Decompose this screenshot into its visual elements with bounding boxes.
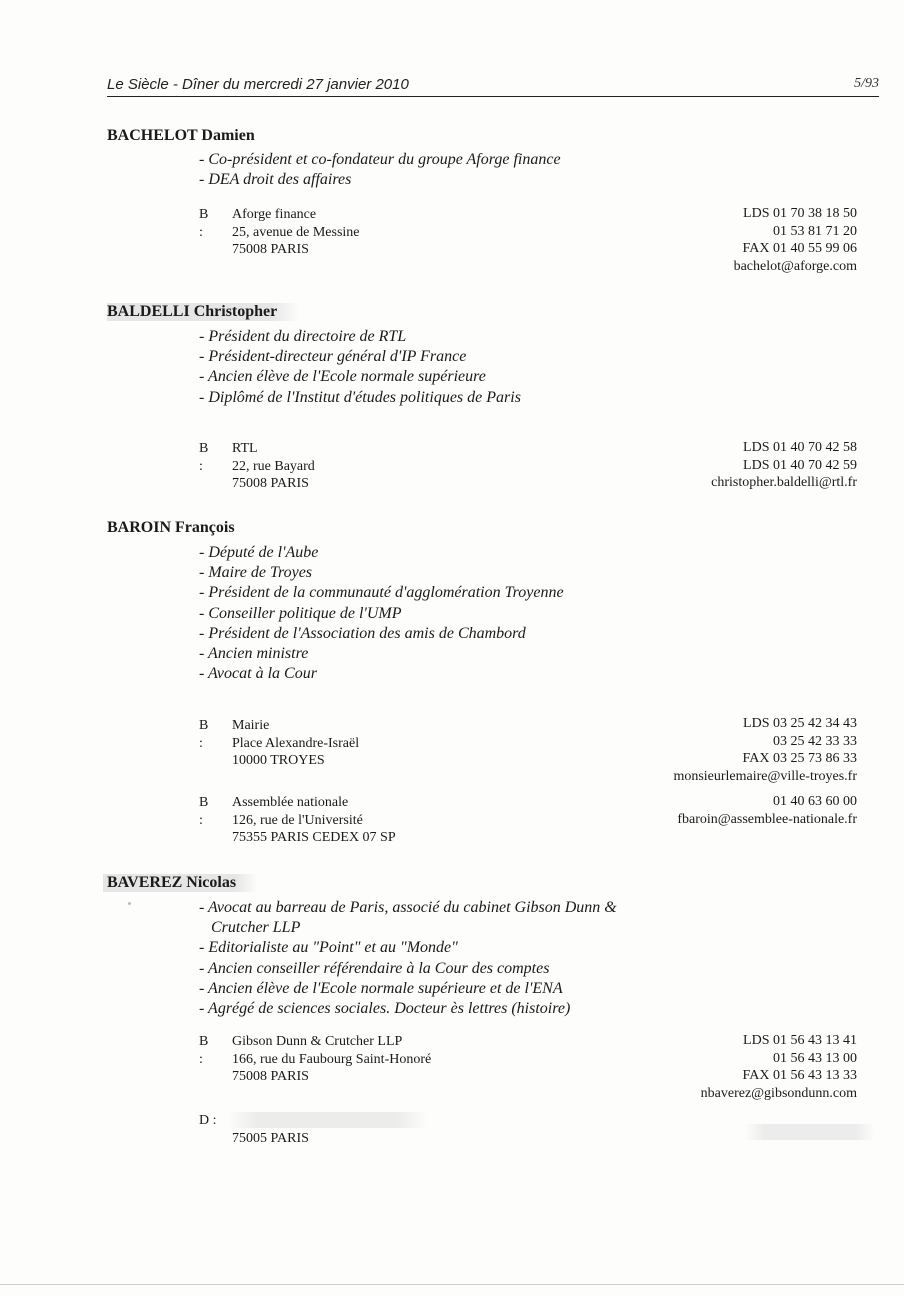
- role-line: - Ancien élève de l'Ecole normale supérieure et de l'ENA: [199, 979, 563, 997]
- address-line: 10000 TROYES: [232, 753, 325, 768]
- address-line: Mairie: [232, 718, 270, 733]
- address-line: 22, rue Bayard: [232, 458, 315, 474]
- email-line: fbaroin@assemblee-nationale.fr: [677, 811, 857, 827]
- entry-roles: [199, 327, 521, 408]
- role-line: - Ancien conseiller référendaire à la Cour des comptes: [199, 959, 550, 977]
- address-tag: B :: [199, 1034, 209, 1067]
- phone-line: LDS 01 56 43 13 41: [743, 1033, 857, 1048]
- contact-block: [673, 715, 857, 785]
- role-line: - Président du directoire de RTL: [199, 328, 407, 345]
- address-line: Gibson Dunn & Crutcher LLP: [232, 1034, 403, 1049]
- role-line: - Président-directeur général d'IP France: [199, 348, 467, 366]
- page-bottom-edge: [0, 1284, 904, 1285]
- phone-line: 01 40 63 60 00: [773, 794, 857, 809]
- address-line: 25, avenue de Messine: [232, 224, 360, 240]
- role-line: - Avocat au barreau de Paris, associé du cabinet Gibson Dunn &: [199, 899, 617, 916]
- role-line: - Président de l'Association des amis de Chambord: [199, 624, 526, 642]
- contact-block: [734, 205, 857, 275]
- contact-block: [677, 793, 857, 828]
- role-line: - Agrégé de sciences sociales. Docteur ès lettres (histoire): [199, 1000, 571, 1018]
- phone-line: LDS 01 40 70 42 58: [743, 440, 857, 455]
- scan-speck: [128, 902, 131, 905]
- phone-line: LDS 01 40 70 42 59: [743, 457, 857, 473]
- address-line: 75355 PARIS CEDEX 07 SP: [232, 830, 396, 845]
- fax-line: FAX 03 25 73 86 33: [742, 751, 857, 766]
- address-line: 166, rue du Faubourg Saint-Honoré: [232, 1051, 432, 1067]
- role-line: Crutcher LLP: [211, 919, 301, 937]
- address-line: 75005 PARIS: [232, 1131, 309, 1146]
- email-line: bachelot@aforge.com: [733, 258, 857, 274]
- role-line: - Co-président et co-fondateur du groupe Aforge finance: [199, 151, 561, 168]
- entry-name: BALDELLI Christopher: [107, 303, 299, 321]
- email-line: monsieurlemaire@ville-troyes.fr: [673, 768, 857, 784]
- role-line: - Editorialiste au "Point" et au "Monde": [199, 939, 458, 957]
- address-line: RTL: [232, 441, 258, 456]
- contact-block: [701, 1032, 857, 1102]
- email-line: nbaverez@gibsondunn.com: [700, 1085, 857, 1101]
- role-line: - DEA droit des affaires: [199, 171, 352, 189]
- address-tag: D :: [199, 1113, 217, 1128]
- address-tag: B :: [199, 207, 209, 240]
- page-number: 5/93: [854, 76, 879, 91]
- address-line: Assemblée nationale: [232, 795, 349, 810]
- address-tag: B :: [199, 718, 209, 751]
- address-line: Place Alexandre-Israël: [232, 735, 360, 751]
- redacted-contact: [745, 1124, 875, 1140]
- contact-block: [711, 439, 857, 492]
- email-line: christopher.baldelli@rtl.fr: [711, 475, 857, 490]
- entry-name: BAROIN François: [107, 519, 235, 536]
- redacted-line: [227, 1112, 427, 1128]
- phone-line: 03 25 42 33 33: [773, 733, 857, 749]
- phone-line: 01 53 81 71 20: [773, 223, 857, 239]
- role-line: - Maire de Troyes: [199, 564, 313, 582]
- address-block: [199, 1112, 439, 1152]
- entry-roles: [199, 150, 561, 190]
- role-line: - Président de la communauté d'agglomération Troyenne: [199, 584, 564, 602]
- address-line: 75008 PARIS: [232, 242, 309, 257]
- address-line: 75008 PARIS: [232, 1069, 309, 1084]
- address-line: Aforge finance: [232, 207, 317, 222]
- phone-line: 01 56 43 13 00: [773, 1050, 857, 1066]
- page-header: [107, 76, 879, 97]
- fax-line: FAX 01 40 55 99 06: [742, 241, 857, 256]
- document-title: Le Siècle - Dîner du mercredi 27 janvier 2010: [107, 76, 409, 93]
- entry-roles: [199, 898, 617, 1019]
- role-line: - Ancien élève de l'Ecole normale supérieure: [199, 368, 486, 386]
- role-line: - Député de l'Aube: [199, 544, 319, 561]
- entry-roles: [199, 543, 564, 684]
- phone-line: LDS 01 70 38 18 50: [743, 206, 857, 221]
- role-line: - Diplômé de l'Institut d'études politiques de Paris: [199, 388, 521, 406]
- role-line: - Conseiller politique de l'UMP: [199, 604, 402, 622]
- address-tag: B :: [199, 795, 209, 828]
- address-line: 126, rue de l'Université: [232, 812, 363, 828]
- role-line: - Ancien ministre: [199, 645, 309, 663]
- address-line: 75008 PARIS: [232, 476, 309, 491]
- phone-line: LDS 03 25 42 34 43: [743, 716, 857, 731]
- entry-name: BACHELOT Damien: [107, 127, 255, 144]
- role-line: - Avocat à la Cour: [199, 665, 317, 683]
- fax-line: FAX 01 56 43 13 33: [742, 1068, 857, 1083]
- entry-name: BAVEREZ Nicolas: [103, 874, 258, 892]
- address-tag: B :: [199, 441, 209, 474]
